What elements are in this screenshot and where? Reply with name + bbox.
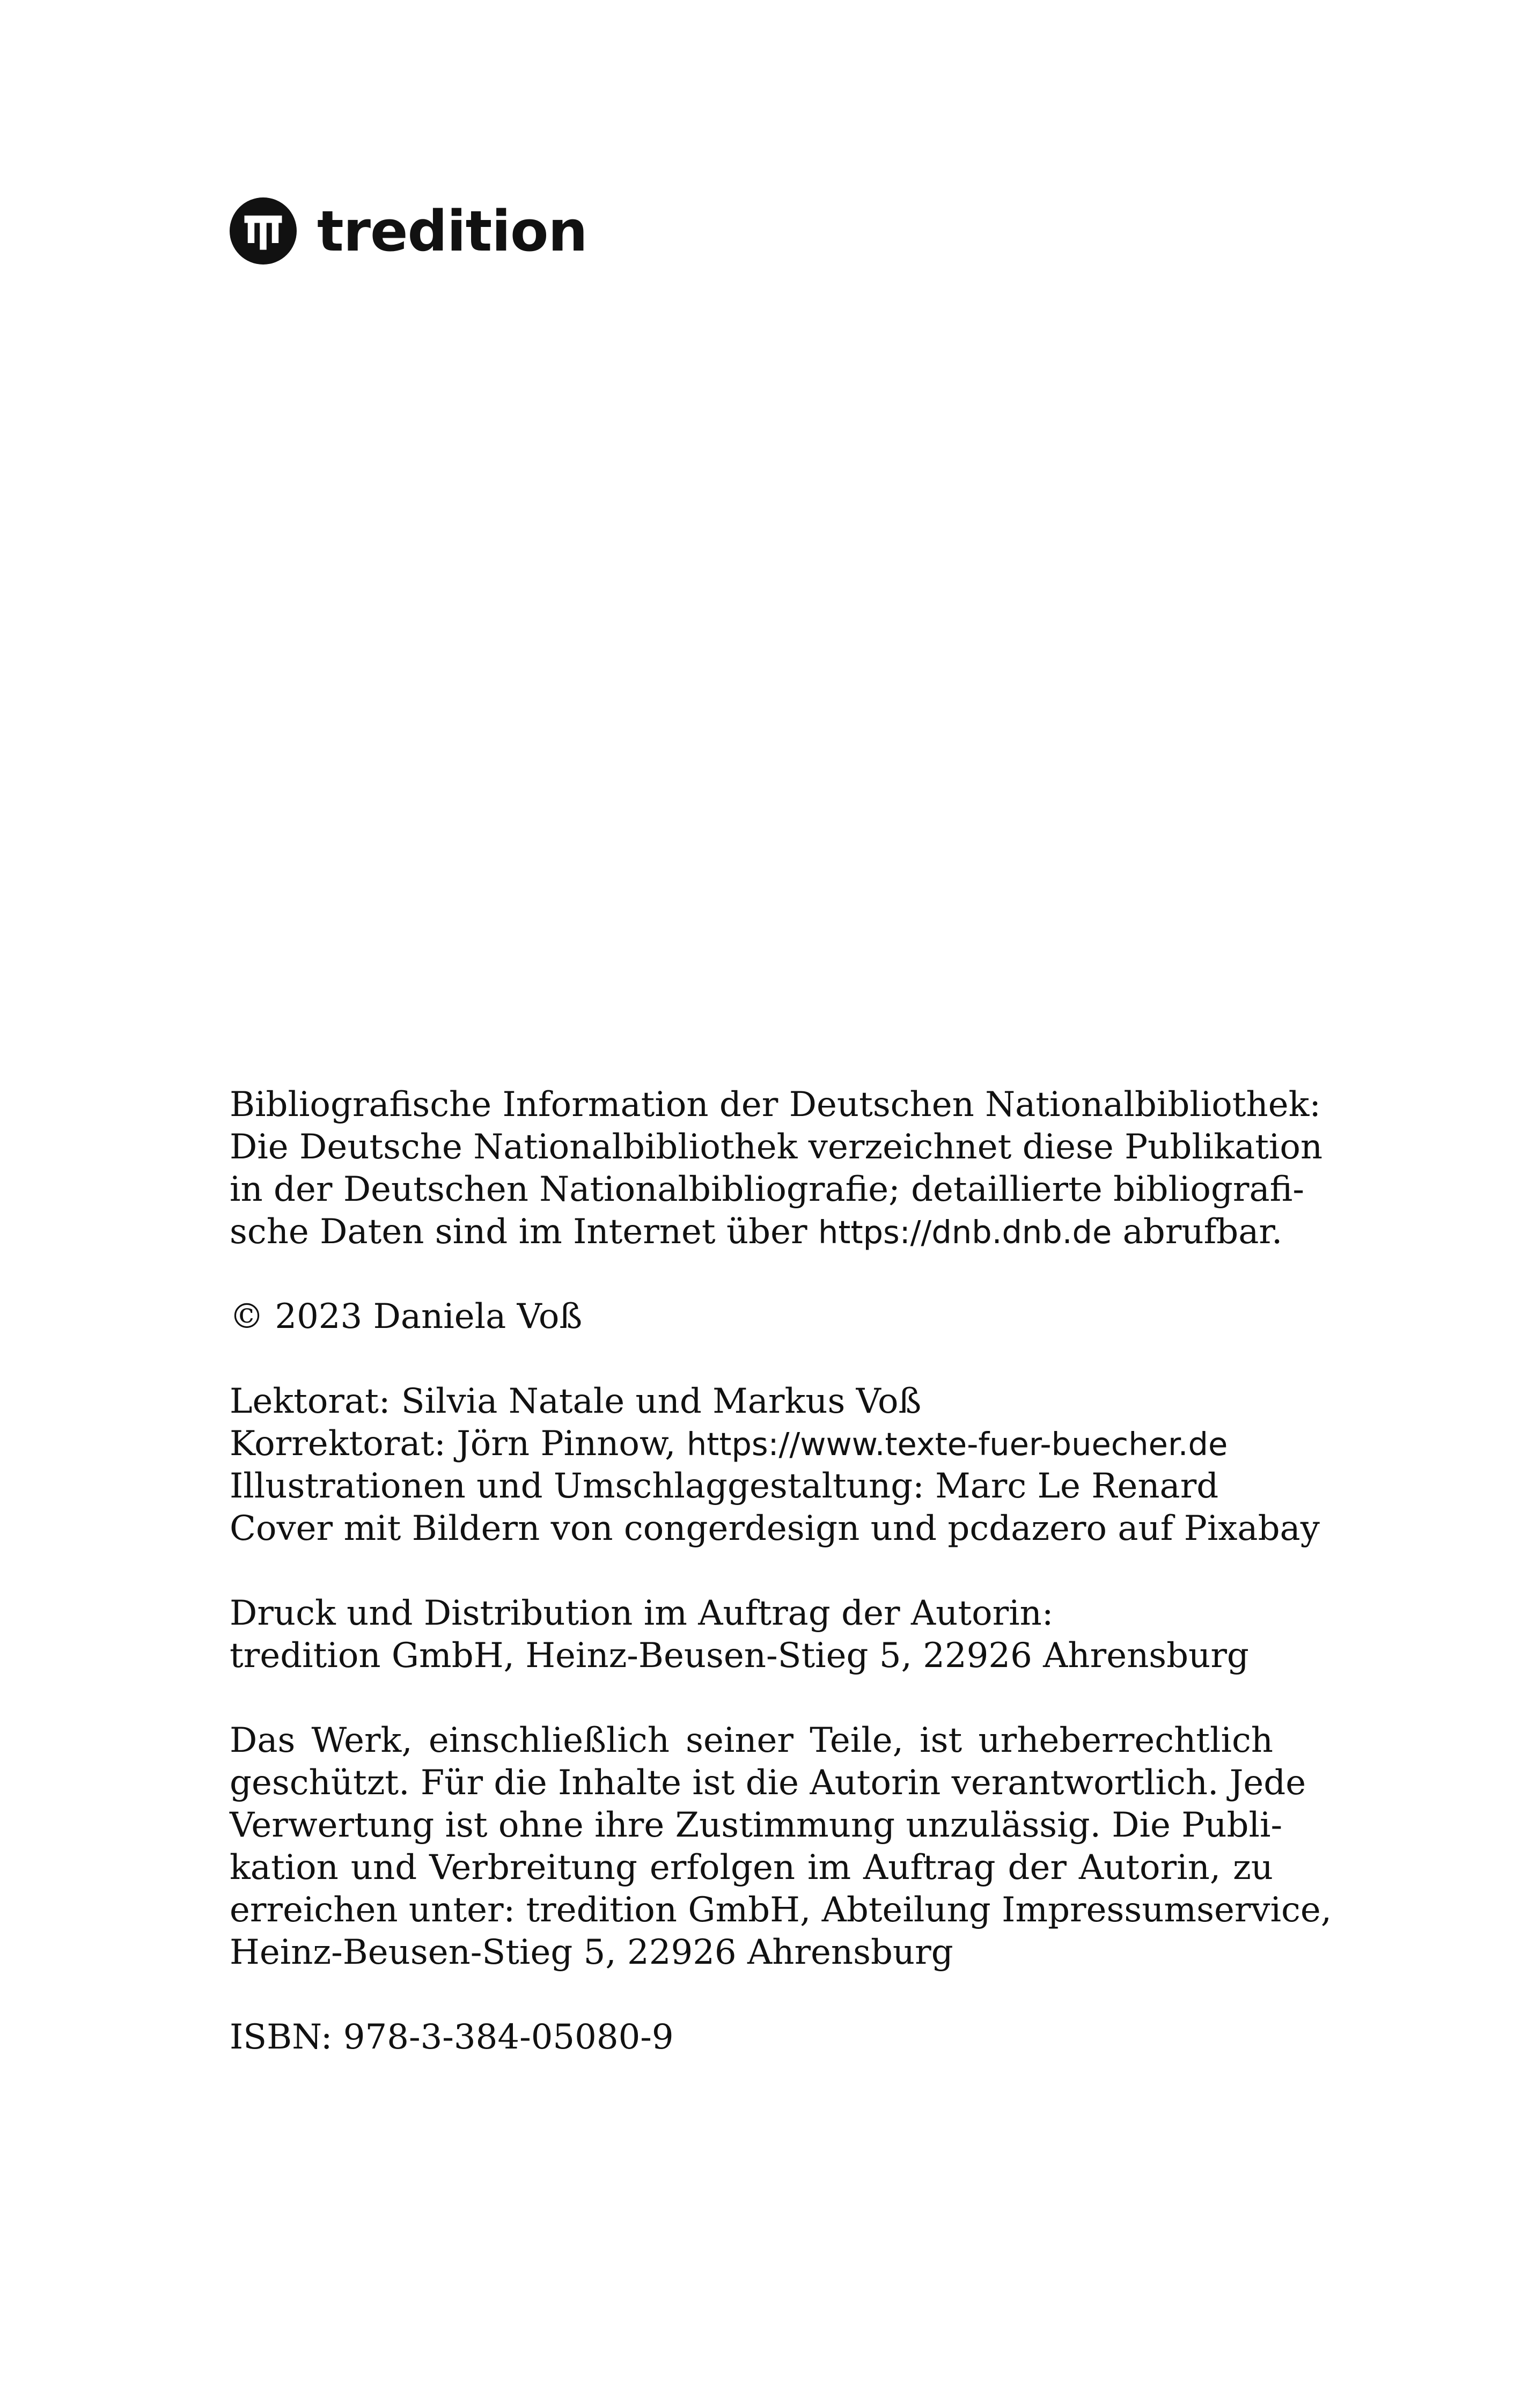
korrektorat-link[interactable]: https://www.texte-fuer-buecher.de bbox=[686, 1426, 1228, 1463]
credit-lektorat: Lektorat: Silvia Natale und Markus Voß bbox=[230, 1382, 922, 1421]
copyright-text: © 2023 Daniela Voß bbox=[230, 1297, 583, 1337]
distribution-line-1: Druck und Distribution im Auftrag der Autorin: bbox=[230, 1594, 1054, 1633]
dnb-link[interactable]: https://dnb.dnb.de bbox=[818, 1214, 1112, 1251]
logo-wordmark: tredition bbox=[317, 198, 587, 264]
bibliographic-line-1: Bibliografische Information der Deutschen Nationalbibliothek: bbox=[230, 1085, 1321, 1125]
bibliographic-line-4-suffix: abrufbar. bbox=[1112, 1212, 1283, 1252]
bibliographic-line-3: in der Deutschen Nationalbibliografie; detaillierte bibliografi- bbox=[230, 1170, 1304, 1209]
isbn-text: ISBN: 978-3-384-05080-9 bbox=[230, 2017, 674, 2057]
credit-illustrationen: Illustrationen und Umschlaggestaltung: Marc Le Renard bbox=[230, 1466, 1219, 1506]
distribution-line-2: tredition GmbH, Heinz-Beusen-Stieg 5, 22926 Ahrensburg bbox=[230, 1636, 1249, 1676]
bibliographic-line-2: Die Deutsche Nationalbibliothek verzeichnet diese Publikation bbox=[230, 1127, 1323, 1167]
rights-line-3: Verwertung ist ohne ihre Zustimmung unzulässig. Die Publi- bbox=[230, 1805, 1283, 1845]
bibliographic-line-4-prefix: sche Daten sind im Internet über bbox=[230, 1212, 818, 1252]
imprint-block bbox=[230, 1084, 1332, 2101]
publisher-logo bbox=[230, 197, 587, 265]
credit-korrektorat-prefix: Korrektorat: Jörn Pinnow, bbox=[230, 1424, 687, 1464]
credit-korrektorat bbox=[230, 1423, 1273, 1465]
isbn-block bbox=[230, 2016, 1273, 2059]
distribution-info bbox=[230, 1592, 1273, 1677]
rights-line-1: Das Werk, einschließlich seiner Teile, ist urheberrechtlich bbox=[230, 1721, 1273, 1760]
bibliographic-line-4 bbox=[230, 1211, 1283, 1253]
tredition-logo-icon bbox=[230, 197, 297, 265]
credit-cover: Cover mit Bildern von congerdesign und pcdazero auf Pixabay bbox=[230, 1509, 1320, 1548]
rights-line-4: kation und Verbreitung erfolgen im Auftrag der Autorin, zu bbox=[230, 1848, 1273, 1888]
rights-line-2: geschützt. Für die Inhalte ist die Autorin verantwortlich. Jede bbox=[230, 1763, 1306, 1803]
copyright-notice bbox=[230, 1296, 1273, 1338]
bibliographic-info bbox=[230, 1084, 1323, 1253]
rights-line-6: Heinz-Beusen-Stieg 5, 22926 Ahrensburg bbox=[230, 1933, 953, 1972]
rights-notice bbox=[230, 1720, 1332, 1974]
rights-line-5: erreichen unter: tredition GmbH, Abteilung Impressumservice, bbox=[230, 1890, 1332, 1930]
credits bbox=[230, 1381, 1320, 1550]
